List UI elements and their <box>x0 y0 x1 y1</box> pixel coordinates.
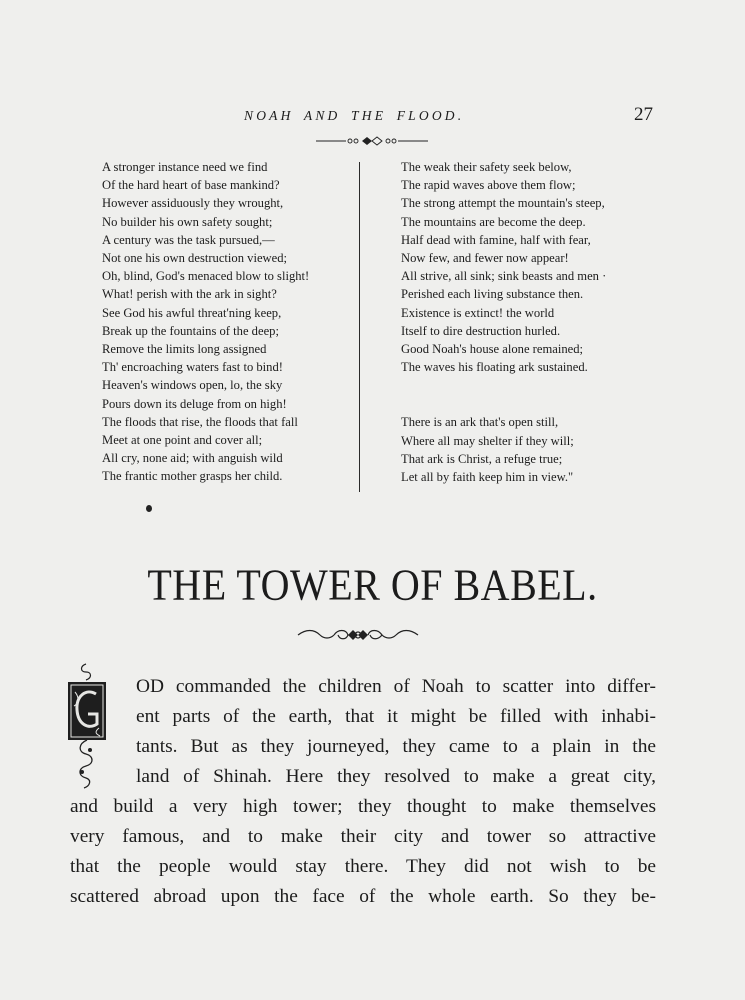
body-line: very famous, and to make their city and tower so attractive <box>70 826 656 847</box>
poem-line: Not one his own destruction viewed; <box>102 251 288 266</box>
section-title: THE TOWER OF BABEL. <box>147 559 598 610</box>
poem-line: The weak their safety seek below, <box>401 160 572 174</box>
poem-line: See God his awful threat'ning keep, <box>102 305 282 320</box>
poem-line: All strive, all sink; sink beasts and men · <box>401 269 607 284</box>
body-line: OD commanded the children of Noah to scatter into differ- <box>136 676 656 697</box>
poem-line: The frantic mother grasps her child. <box>102 469 283 484</box>
poem <box>0 158 745 498</box>
poem-line: The floods that rise, the floods that fall <box>102 414 298 429</box>
poem-line: However assiduously they wrought, <box>102 196 284 211</box>
body-line: ent parts of the earth, that it might be filled with inhabi- <box>136 706 656 727</box>
poem-line: Where all may shelter if they will; <box>401 433 574 448</box>
body-line: tants. But as they journeyed, they came to a plain in the <box>136 736 656 757</box>
poem-left-column <box>102 158 354 486</box>
ornamental-drop-cap <box>66 662 108 792</box>
poem-line: Let all by faith keep him in view." <box>401 470 574 485</box>
poem-line: Half dead with famine, half with fear, <box>401 232 591 247</box>
poem-line: Remove the limits long assigned <box>102 342 267 357</box>
poem-line: Pours down its deluge from on high! <box>102 396 287 411</box>
poem-right-column <box>401 158 661 486</box>
poem-line: Existence is extinct! the world <box>401 305 555 320</box>
poem-line: A century was the task pursued,— <box>102 232 275 247</box>
poem-line: The mountains are become the deep. <box>401 214 586 229</box>
header-ornament <box>316 134 428 148</box>
body-line: and build a very high tower; they thought to make themselves <box>70 796 656 817</box>
title-ornament <box>296 625 420 645</box>
poem-line: No builder his own safety sought; <box>102 214 273 229</box>
page-number: 27 <box>634 104 653 125</box>
running-title: NOAH AND THE FLOOD. <box>244 108 465 123</box>
poem-line: What! perish with the ark in sight? <box>102 287 277 302</box>
poem-line: Break up the fountains of the deep; <box>102 323 279 338</box>
poem-line: Meet at one point and cover all; <box>102 433 263 448</box>
poem-line: That ark is Christ, a refuge true; <box>401 451 563 466</box>
poem-line: The rapid waves above them flow; <box>401 178 576 193</box>
body-line: scattered abroad upon the face of the whole earth. So they be- <box>70 886 656 907</box>
body-line: that the people would stay there. They did not wish to be <box>70 856 656 877</box>
poem-line: Th' encroaching waters fast to bind! <box>102 360 283 375</box>
poem-line: Now few, and fewer now appear! <box>401 251 569 266</box>
poem-line: A stronger instance need we find <box>102 160 268 174</box>
page-header <box>0 104 745 132</box>
poem-line: Perished each living substance then. <box>401 287 584 302</box>
poem-line: Of the hard heart of base mankind? <box>102 178 280 193</box>
poem-line: The waves his floating ark sustained. <box>401 360 588 375</box>
poem-line: Good Noah's house alone remained; <box>401 342 584 357</box>
ink-spot <box>146 505 152 512</box>
column-divider <box>359 162 360 492</box>
poem-line: All cry, none aid; with anguish wild <box>102 451 283 466</box>
poem-line: Oh, blind, God's menaced blow to slight! <box>102 269 310 284</box>
poem-line: Heaven's windows open, lo, the sky <box>102 378 283 393</box>
body-line: land of Shinah. Here they resolved to make a great city, <box>136 766 656 787</box>
poem-line: Itself to dire destruction hurled. <box>401 323 561 338</box>
poem-line: The strong attempt the mountain's steep, <box>401 196 605 211</box>
stanza-gap <box>401 376 661 413</box>
poem-line: There is an ark that's open still, <box>401 415 559 430</box>
